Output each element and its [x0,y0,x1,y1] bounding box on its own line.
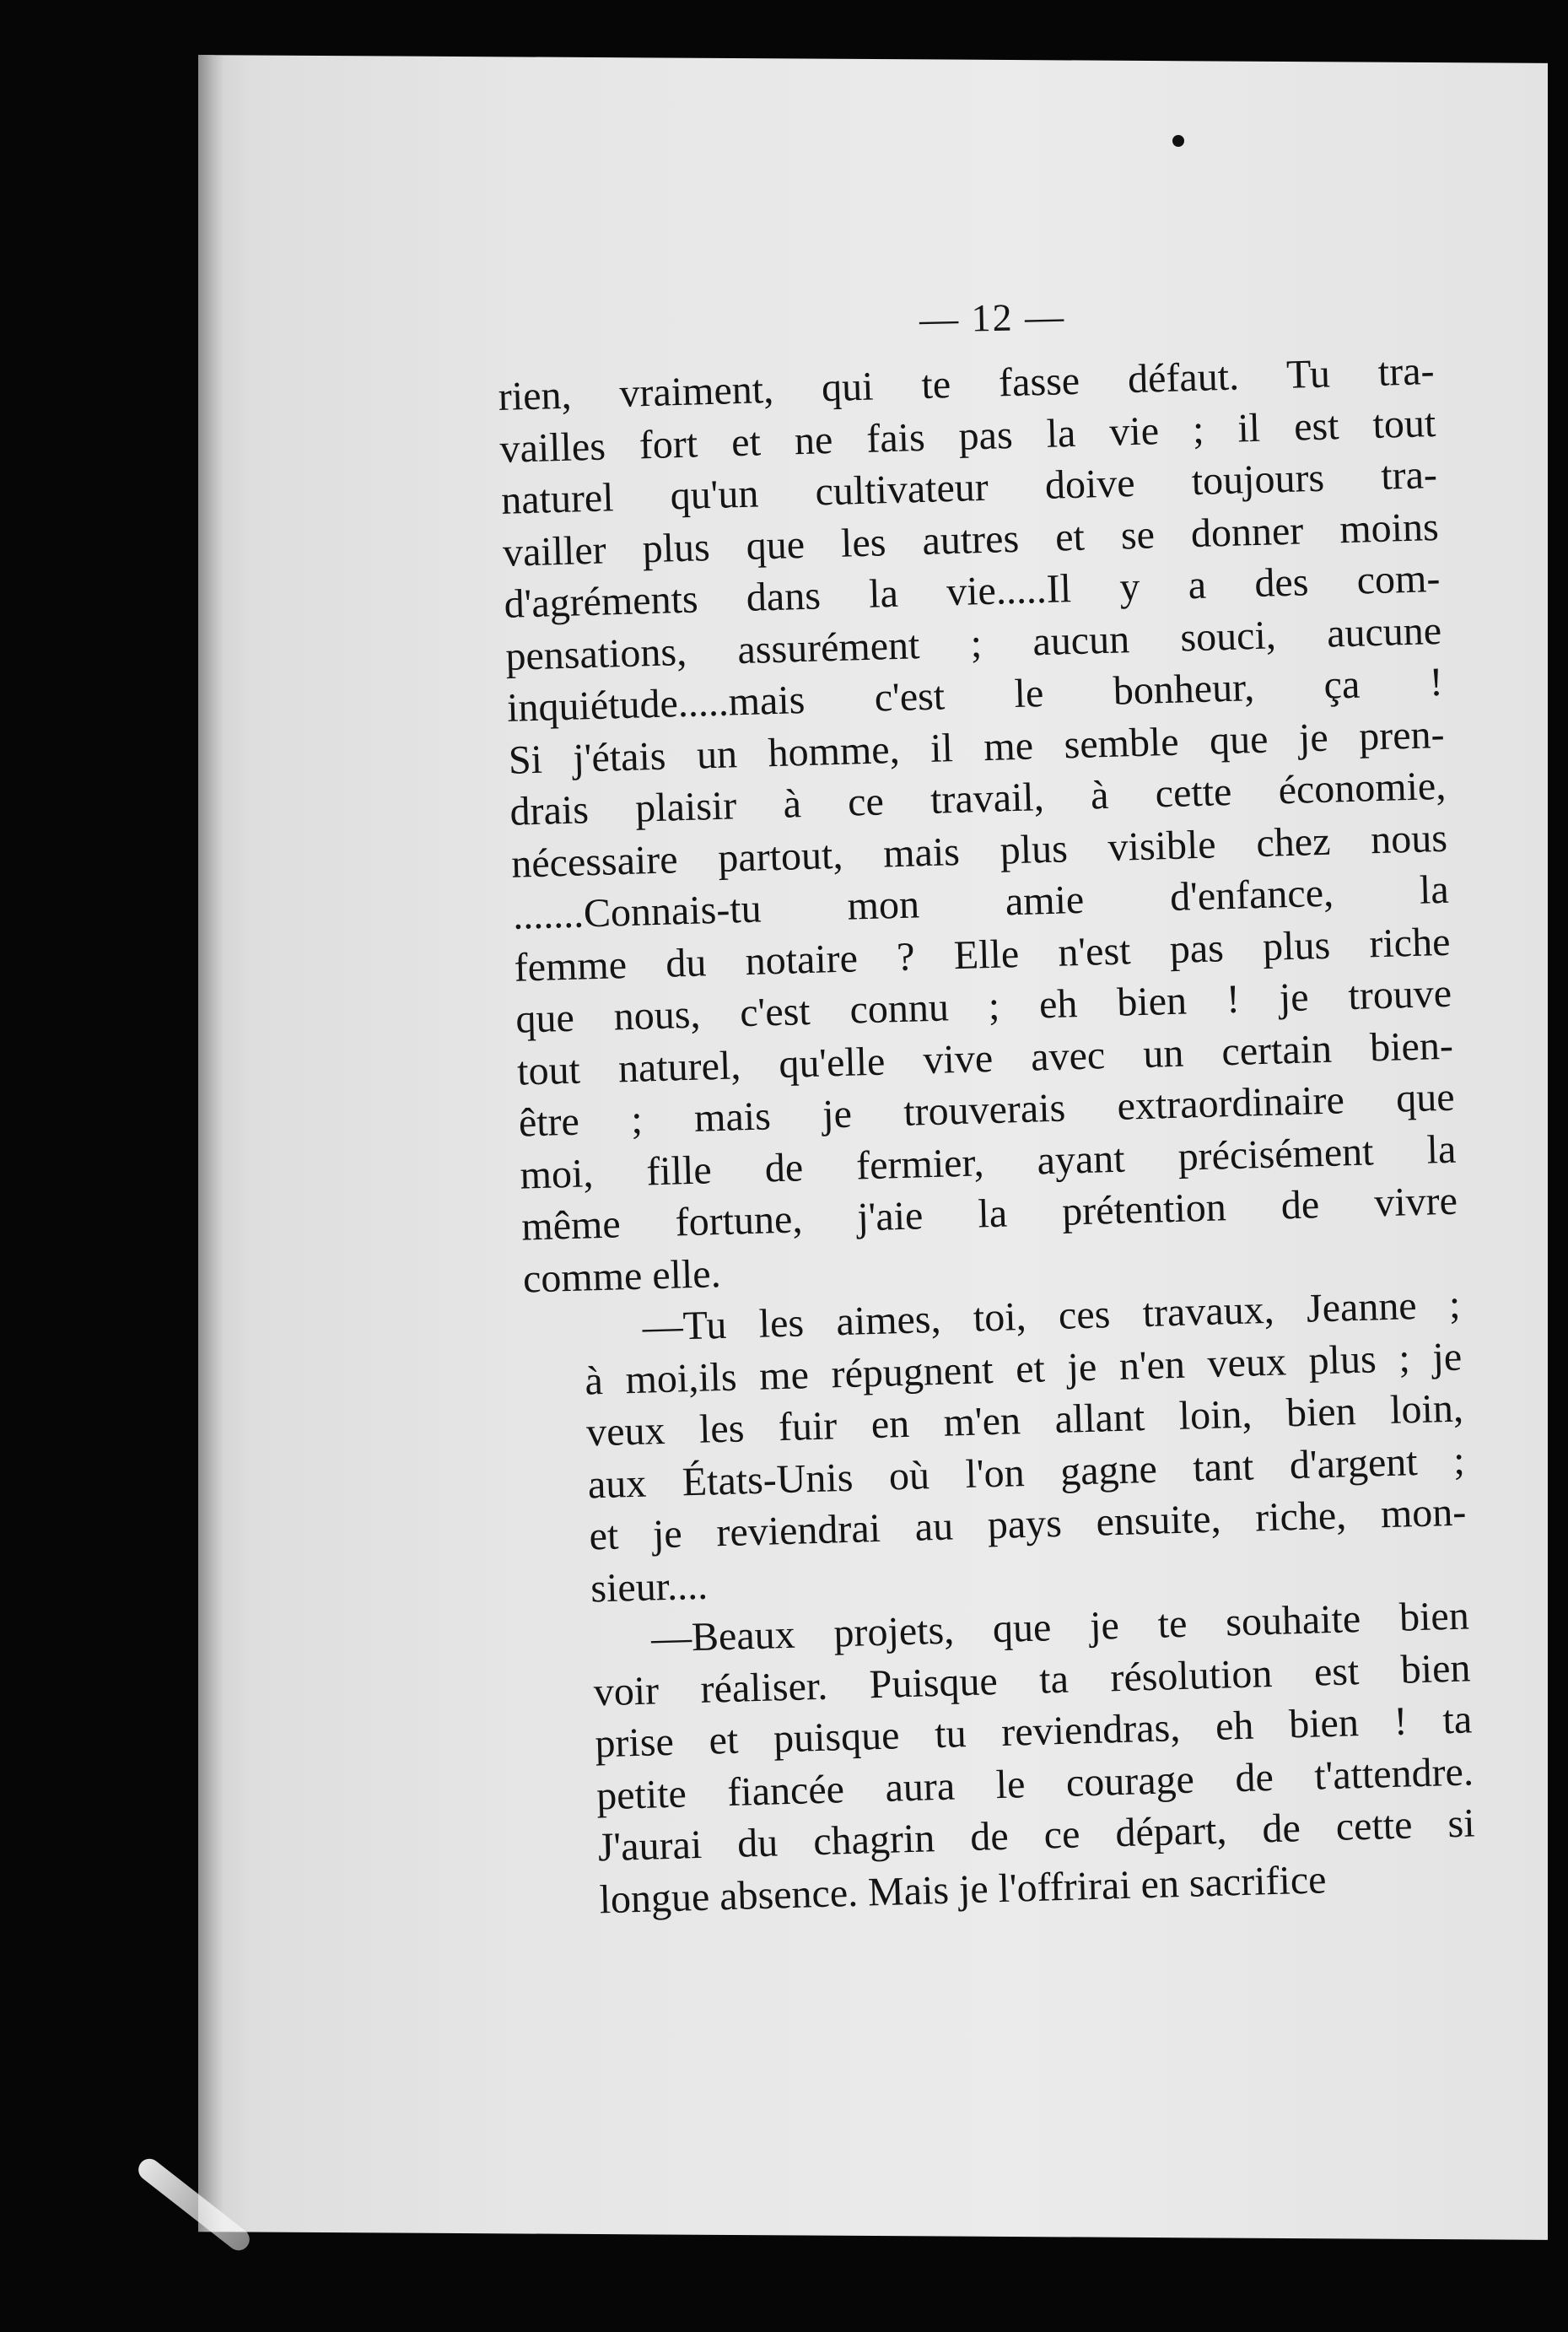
text-line: veux les fuir en m'en allant loin, bien loin, [585,1385,1464,1455]
text-line: vailles fort et ne fais pas la vie ; il est tout [498,400,1436,472]
text-line: pensations, assurément ; aucun souci, aucune [504,607,1442,679]
text-line: voir réaliser. Puisque ta résolution est bien [593,1644,1472,1714]
text-line: que nous, c'est connu ; eh bien ! je trouve [515,970,1452,1042]
text-line: être ; mais je trouverais extraordinaire que [518,1074,1456,1146]
text-line: J'aurai du chagrin de ce départ, de cette si [597,1800,1476,1870]
text-line: d'agréments dans la vie.....Il y a des com- [503,555,1441,627]
text-line: femme du notaire ? Elle n'est pas plus riche [514,919,1452,991]
text-line: sieur.... [590,1563,709,1611]
page-gutter-shadow [198,55,224,2232]
text-line: rien, vraiment, qui te fasse défaut. Tu tra- [498,348,1436,419]
paragraph [532,1590,1477,1927]
text-line: même fortune, j'aie la prétention de vivre [520,1178,1458,1250]
text-line: nécessaire partout, mais plus visible chez nous [510,815,1448,887]
text-line: naturel qu'un cultivateur doive toujours tra- [500,451,1438,523]
text-line: comme elle. [522,1250,722,1302]
text-line: et je reviendrai au pays ensuite, riche, mon- [588,1489,1467,1559]
text-line: inquiétude.....mais c'est le bonheur, ça ! [506,659,1444,731]
text-line: —Beaux projets, que je te souhaite bien [650,1593,1470,1661]
body-text [498,345,1477,1927]
dust-speck [1172,135,1184,147]
text-line: moi, fille de fermier, ayant précisément la [519,1126,1457,1198]
text-line: aux États-Unis où l'on gagne tant d'argent ; [587,1438,1466,1508]
text-line: vailler plus que les autres et se donner moins [502,504,1440,575]
text-line: longue absence. Mais je l'offrirai en sacrifice [598,1856,1328,1922]
text-line: —Tu les aimes, toi, ces travaux, Jeanne ; [641,1282,1462,1350]
paragraph [524,1279,1468,1617]
text-line: Si j'étais un homme, il me semble que je pren- [508,711,1446,783]
text-line: tout naturel, qu'elle vive avec un certain bien- [516,1023,1454,1094]
text-line: prise et puisque tu reviendras, eh bien ! ta [594,1697,1473,1767]
text-line: petite fiancée aura le courage de t'attendre. [595,1748,1474,1818]
text-line: à moi,ils me répugnent et je n'en veux plus ; je [584,1334,1463,1404]
text-line: .......Connais-tu mon amie d'enfance, la [512,866,1450,938]
page-number: — 12 — [919,294,1066,341]
paragraph [498,345,1459,1305]
text-line: drais plaisir à ce travail, à cette économie, [509,763,1447,834]
